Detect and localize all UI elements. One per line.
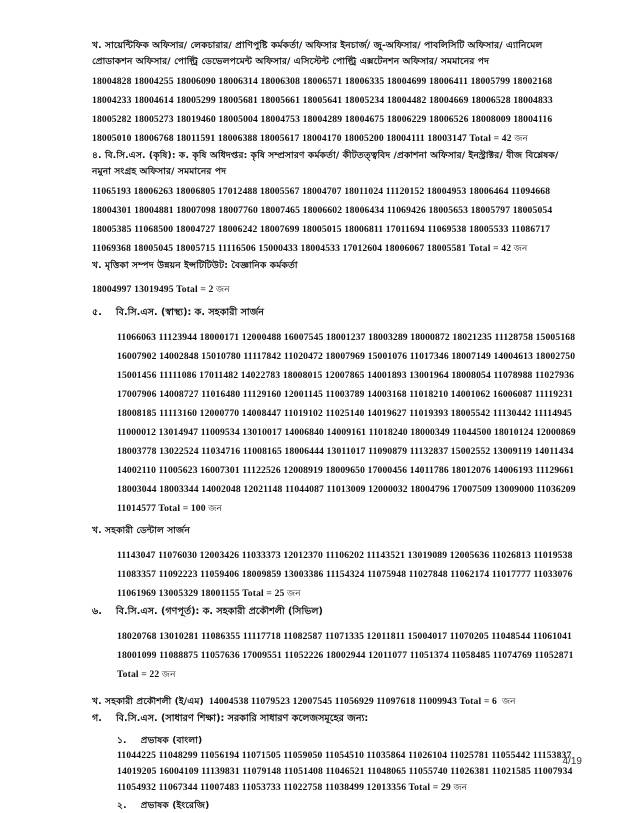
section-heading — [92, 38, 542, 70]
section-number: ৫. — [92, 307, 102, 318]
heading-line: নমুনা সংগ্রহ অফিসার/ সমমানের পদ — [92, 166, 227, 177]
roll-line: 11069368 18005045 18005715 11116506 15000433 18004533 17012604 18006067 18005581 Total = 42 — [92, 243, 512, 254]
section-heading — [92, 712, 368, 727]
roll-number-list — [92, 72, 553, 148]
section-number: ৬. — [92, 606, 102, 617]
roll-line: Total = 22 — [117, 669, 160, 680]
roll-total-line — [92, 239, 552, 258]
section-heading: খ. মৃত্তিকা সম্পদ উন্নয়ন ইন্সটিটিউট: বৈজ্ঞানিক কর্মকর্তা — [92, 260, 298, 271]
roll-line: 11066063 11123944 18000171 12000488 16007545 18001237 18003289 18000872 18021235 11128758 15005168 — [117, 332, 576, 343]
heading-line: ৪. বি.সি.এস. (কৃষি): ক. কৃষি অধিদপ্তর: কৃষি সম্প্রসারণ কর্মকর্তা/ কীটতত্ত্ববিদ /প্রকাশনা অফিসার/ ইনস্ট্রাক্টর/ বীজ বিশ্লেষক/ — [92, 150, 559, 161]
roll-total-line — [117, 499, 576, 518]
roll-line: 18005385 11068500 18004727 18006242 18007699 18005015 18006811 17011694 11069538 18005533 11086717 — [92, 224, 551, 235]
subsection-title: প্রভাষক (বাংলা) — [140, 735, 203, 746]
roll-line: 18020768 13010281 11086355 11117718 11082587 11071335 12011811 15004017 11070205 11048544 11061041 — [117, 631, 572, 642]
roll-line: 18004301 18004881 18007098 18007760 18007465 18006602 18006434 11069426 18005653 18005797 18005054 — [92, 205, 553, 216]
section-number: গ. — [92, 713, 102, 724]
section-heading: খ. সহকারী ডেন্টাল সার্জন — [92, 525, 190, 536]
section-heading — [92, 605, 323, 620]
subsection-number: ২. — [117, 800, 127, 811]
heading-line: খ. সায়েন্টিফিক অফিসার/ লেকচারার/ প্রাণিপুষ্টি কর্মকর্তা/ অফিসার ইনচার্জ/ জু-অফিসার/ পাবলিসিটি অফিসার/ এ্যানিমেল — [92, 40, 543, 51]
roll-number-list — [117, 546, 573, 603]
roll-line: 18004233 18004614 18005299 18005681 18005661 18005641 18005234 18004482 18004669 18006528 18004833 — [92, 95, 553, 106]
subsection-heading — [117, 798, 209, 813]
unit-label: জন — [453, 783, 468, 793]
roll-line: 16007902 14002848 15010780 11117842 11020472 18007969 15001076 11017346 18007149 14004613 18002750 — [117, 351, 576, 362]
roll-line: 18004828 18004255 18006090 18006314 18006308 18006571 18006335 18004699 18006411 18005799 18002168 — [92, 76, 553, 87]
roll-line: 18001099 11088875 11057636 17009551 11052226 18002944 12011077 11051374 11058485 11074769 11052871 — [117, 650, 574, 661]
unit-label: জন — [216, 285, 230, 295]
subsection-heading — [117, 733, 202, 748]
roll-line: 14019205 16004109 11139831 11079148 11051408 11046521 11048065 11055740 11026381 11021585 11007934 — [117, 766, 573, 777]
roll-line: 18004997 13019495 Total = 2 — [92, 284, 214, 295]
roll-total-line — [92, 129, 553, 148]
section-title: বি.সি.এস. (সাধারণ শিক্ষা): সরকারি সাধারণ কলেজসমূহের জন্য: — [115, 713, 369, 724]
unit-label: জন — [514, 134, 528, 144]
roll-line: 18003778 13022524 11034716 11008165 18006444 13011017 11090879 11132837 15002552 13009119 14011434 — [117, 446, 574, 457]
section-title: বি.সি.এস. (স্বাস্থ্য): ক. সহকারী সার্জন — [115, 307, 265, 318]
unit-label: জন — [513, 244, 528, 254]
roll-line: 18005010 18006768 18011591 18006388 18005617 18004170 18005200 18004111 18003147 Total = 42 — [92, 133, 512, 144]
roll-line: 17007906 14008727 11016480 11129160 12001145 11003789 14003168 11018210 14001062 16006087 11119231 — [117, 389, 574, 400]
roll-line: 18008185 11113160 12000770 14008447 11019102 11025140 14019627 11019393 18005542 11130442 11114945 — [117, 408, 572, 419]
subsection-number: ১. — [117, 735, 127, 746]
unit-label: জন — [161, 670, 176, 680]
roll-number-list — [117, 748, 573, 796]
section-inline-row — [92, 689, 515, 709]
roll-line: 11044225 11048299 11056194 11071505 11059050 11054510 11035864 11026104 11025781 11055442 11153837 — [117, 750, 572, 761]
unit-label: জন — [208, 504, 222, 514]
roll-line: 11054932 11067344 11007483 11053733 11022758 11038499 12013356 Total = 29 — [117, 782, 451, 793]
unit-label: জন — [287, 589, 301, 599]
section-title: বি.সি.এস. (গণপূর্ত): ক. সহকারী প্রকৌশলী (সিভিল) — [115, 606, 323, 617]
roll-total-line — [117, 584, 573, 603]
section-heading: খ. সহকারী প্রকৌশলী (ই/এম) — [92, 696, 204, 707]
subsection-title: প্রভাষক (ইংরেজি) — [140, 800, 210, 811]
section-heading — [92, 148, 558, 180]
roll-line: 11061969 13005329 18001155 Total = 25 — [117, 588, 285, 599]
roll-line: 18003044 18003344 14002048 12021148 11044087 11013009 12000032 18004796 17007509 13009000 11036209 — [117, 484, 576, 495]
roll-number-list — [117, 627, 574, 684]
section-heading — [92, 306, 264, 321]
roll-line: 15001456 11111086 17011482 14022783 18008015 12007865 14001893 13001964 18008054 11078988 11027936 — [117, 370, 575, 381]
roll-line: 11065193 18006263 18006805 17012488 18005567 18004707 18011024 11120152 18004953 18006464 11094668 — [92, 186, 551, 197]
roll-line: 18005282 18005273 18019460 18005004 18004753 18004289 18004675 18006229 18006526 18008009 18004116 — [92, 114, 553, 125]
roll-number-list — [117, 328, 576, 518]
roll-line: 11083357 11092223 11059406 18009859 13003386 11154324 11075948 11027848 11062174 11017777 11033076 — [117, 569, 573, 580]
heading-line: প্রোডাকশন অফিসার/ পোল্ট্রি ডেভেলপমেন্ট অফিসার/ এসিস্টেন্ট পোল্ট্রি এক্সটেনশন অফিসার/ সমমানের পদ — [92, 56, 490, 67]
roll-total-line — [117, 780, 573, 796]
unit-label: জন — [502, 697, 516, 707]
roll-number-list — [92, 182, 552, 258]
roll-total-line — [92, 282, 230, 297]
roll-total-line — [117, 665, 574, 684]
roll-line: 11014577 Total = 100 — [117, 503, 206, 514]
page-number: 4/19 — [562, 756, 582, 767]
roll-line: 14002110 11005623 16007301 11122526 12008919 18009650 17000456 14011786 18012076 14006193 11129661 — [117, 465, 575, 476]
roll-line: 11143047 11076030 12003426 11033373 12012370 11106202 11143521 13019089 12005636 11026813 11019538 — [117, 550, 573, 561]
roll-line: 14004538 11079523 12007545 11056929 11097618 11009943 Total = 6 — [208, 696, 497, 707]
roll-line: 11000012 13014947 11009534 13010017 14006840 14009161 11018240 18000349 11044500 18010124 12000869 — [117, 427, 576, 438]
